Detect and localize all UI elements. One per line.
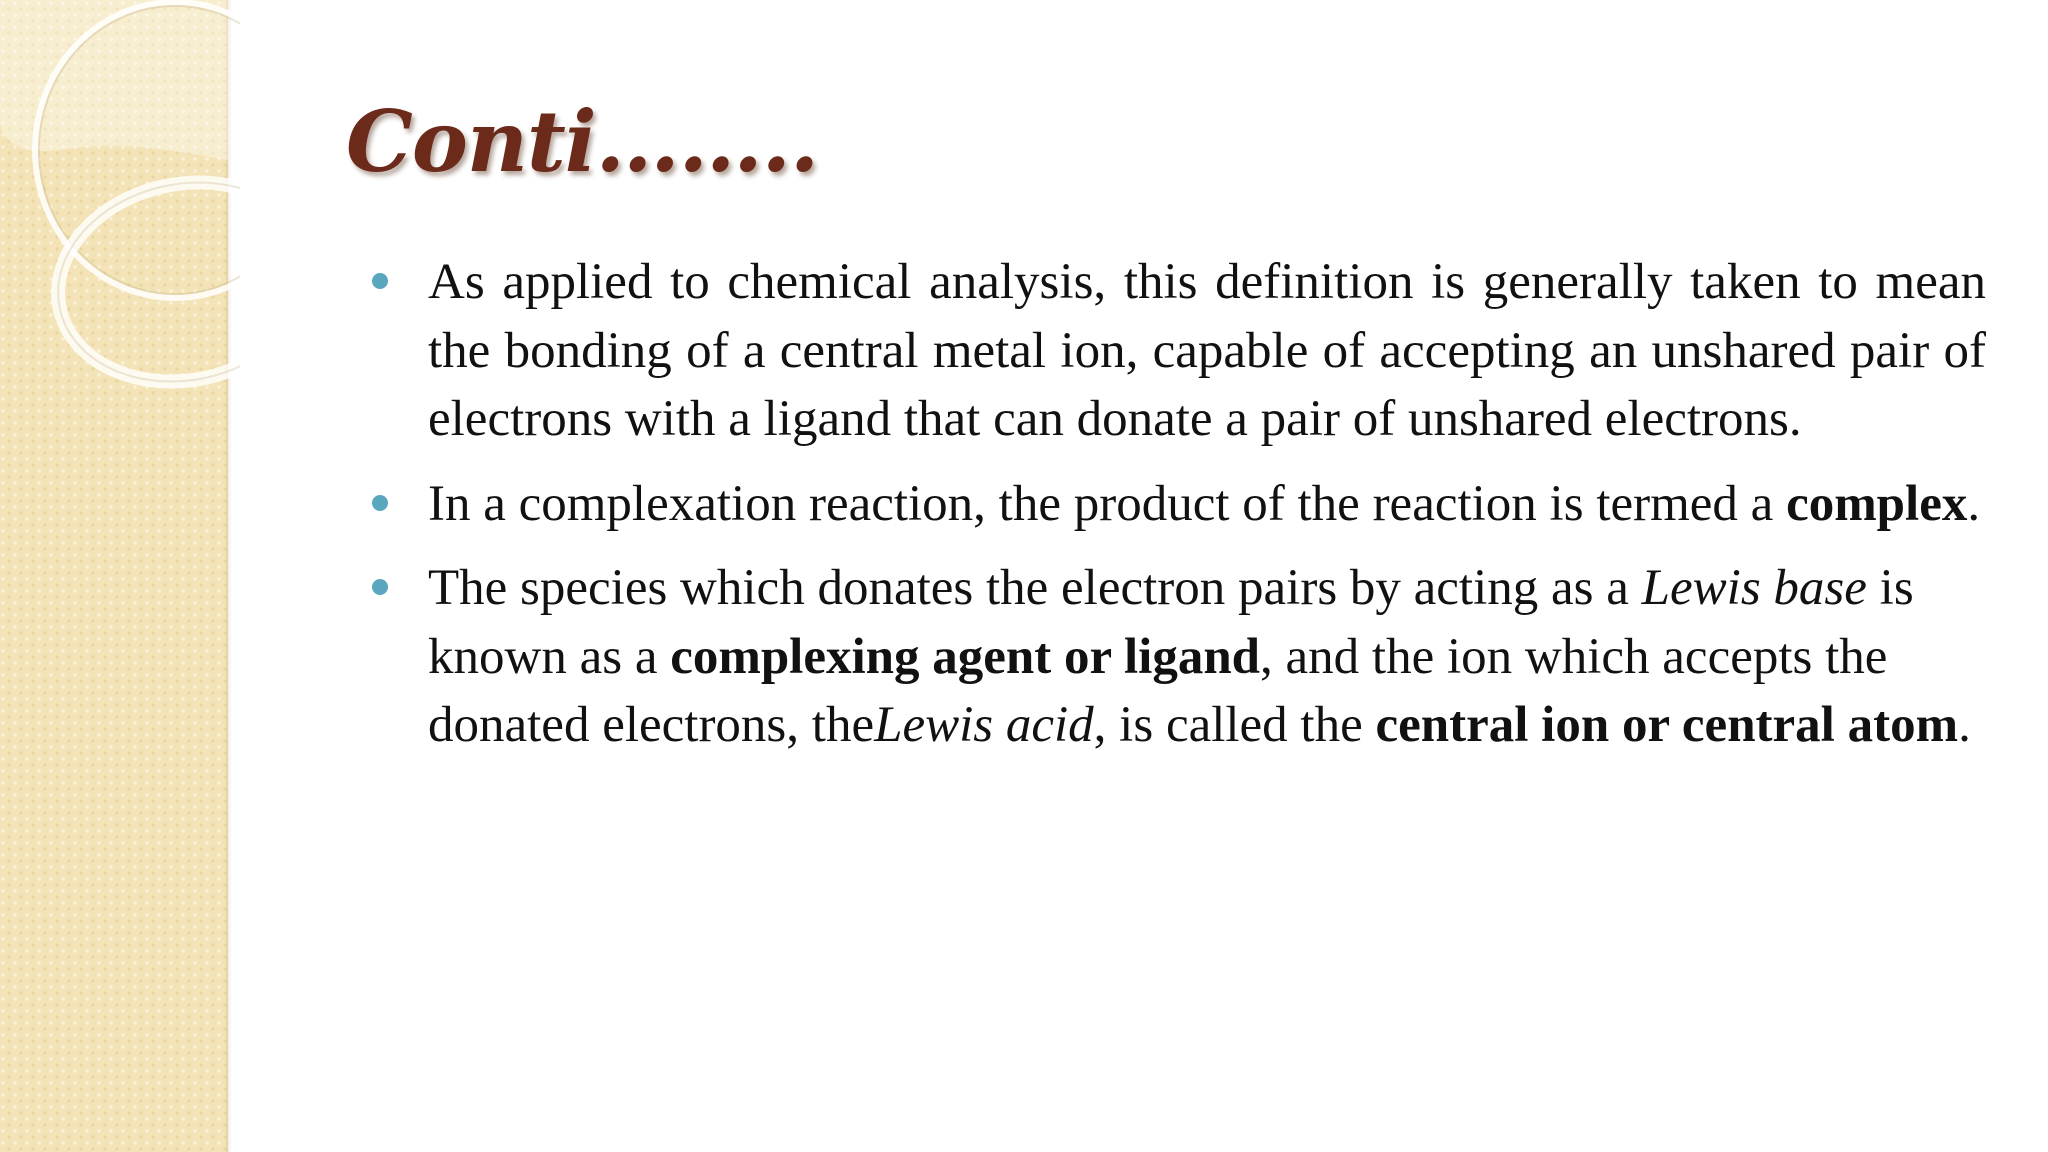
italic-term-lewis-acid: Lewis acid [874,697,1094,753]
bullet-text [428,560,1971,753]
bold-term-complex: complex [1786,475,1968,532]
bullet-text-run: In a complexation reaction, the product of the reaction is termed a [428,475,1787,532]
bullet-item [366,248,1986,454]
bold-term-central-ion: central ion or central atom [1375,697,1959,753]
bullet-text-run: . [1967,475,1981,532]
decorative-swirl-ornament [0,0,240,420]
bullet-item [366,554,1986,760]
bullet-dot-icon [372,495,388,511]
bullet-text-run: , is called the [1093,697,1376,753]
slide-title: Conti…….. [346,92,819,191]
bold-term-ligand: complexing agent or ligand [670,628,1261,685]
bullet-text-run: . [1958,697,1971,753]
bullet-list [366,248,1986,776]
bullet-text [428,476,1980,532]
bullet-text-run: is known as a [428,560,1914,685]
bullet-text-run: , and the ion which accepts the donated electrons, the [428,628,1888,753]
bullet-dot-icon [372,273,388,289]
bullet-text: As applied to chemical analysis, this definition is generally taken to mean the bonding of a central metal ion, capable of accepting an unshared pair of electrons with a ligand that can donate a pair of unshared electrons. [428,254,1986,447]
bullet-dot-icon [372,579,388,595]
bullet-text-run: The species which donates the electron pairs by acting as a [428,560,1642,616]
italic-term-lewis-base: Lewis base [1641,560,1867,616]
bullet-item [366,470,1986,539]
